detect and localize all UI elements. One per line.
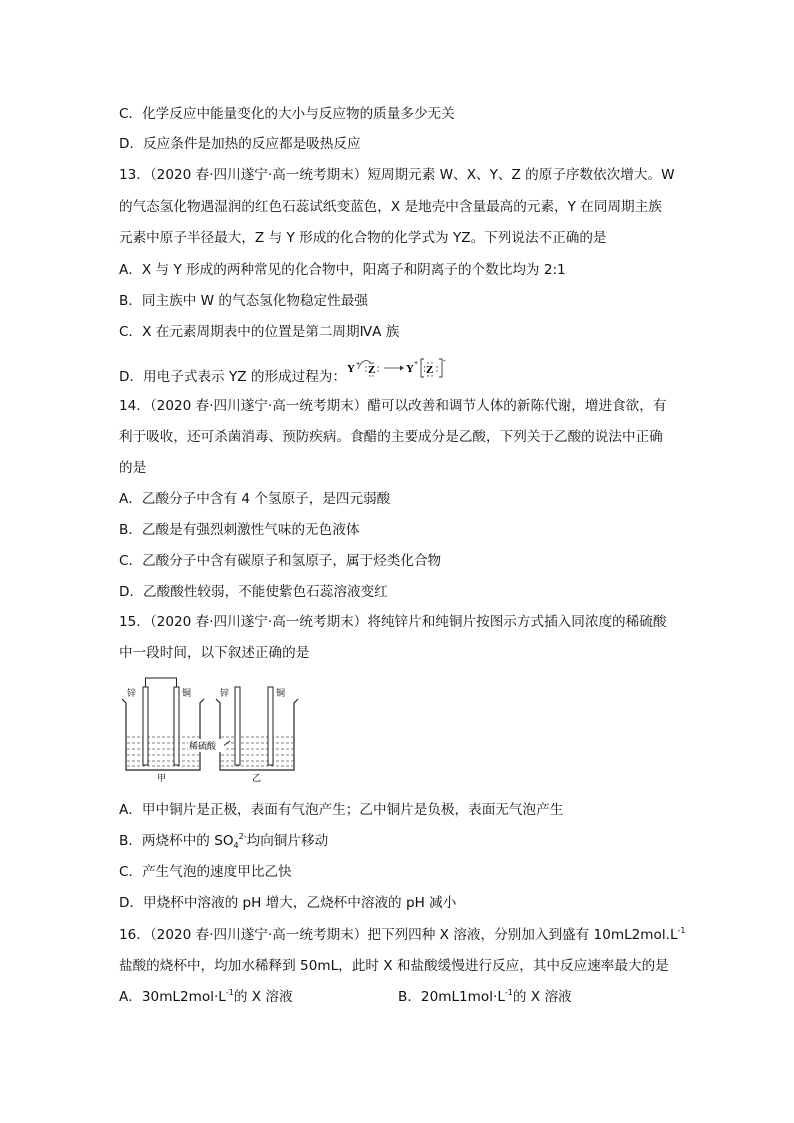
q15-option-c: C．产生气泡的速度甲比乙快 [119, 864, 292, 880]
label-zn-jia: 锌 [127, 688, 137, 698]
beaker-yi-solution [221, 737, 293, 766]
q13-stem-3: 元素中原子半径最大，Z 与 Y 形成的化合物的化学式为 YZ。下列说法不正确的是 [119, 230, 607, 246]
q13-stem-1: 13．（2020 春·四川遂宁·高一统考期末）短周期元素 W、X、Y、Z 的原子序数依次增大。W [119, 167, 675, 183]
q16-stem-2: 盐酸的烧杯中，均加水稀释到 50mL，此时 X 和盐酸缓慢进行反应，其中反应速率最大的是 [119, 958, 669, 974]
ef-z2: Z [426, 364, 434, 376]
q16-option-a: A．$30mL2mol\cdot L^{-1}$的 X 溶液 [119, 988, 293, 1005]
q13-option-b: B．同主族中 W 的气态氢化物稳定性最强 [119, 293, 368, 309]
ef-bracket-right [439, 359, 442, 377]
q15b-post: 均向铜片移动 [246, 833, 329, 849]
ef-bracket-left [421, 359, 424, 377]
label-cu-yi: 铜 [276, 688, 286, 698]
q15-option-a: A．甲中铜片是正极，表面有气泡产生；乙中铜片是负极，表面无气泡产生 [119, 802, 564, 818]
beaker-yi [216, 699, 298, 770]
galvanic-cell-figure [116, 675, 316, 783]
q16-option-b: B．$20mL1mol\cdot L^{-1}$的 X 溶液 [398, 988, 572, 1005]
q16-options-row [119, 988, 679, 1006]
q14-stem-2: 利于吸收，还可杀菌消毒、预防疾病。食醋的主要成分是乙酸，下列关于乙酸的说法中正确 [119, 429, 663, 445]
ef-plus2: + [414, 360, 419, 367]
q14-option-b: B．乙酸是有强烈刺激性气味的无色液体 [119, 522, 360, 538]
q15b-sub: 4 [233, 841, 239, 850]
q13-option-d: D．用电子式表示 YZ 的形成过程为： [119, 369, 347, 385]
label-acid: 稀硫酸 [189, 741, 217, 751]
q14-option-d: D．乙酸酸性较弱，不能使紫色石蕊溶液变红 [119, 584, 388, 600]
label-cu-jia: 铜 [182, 688, 192, 698]
q15b-pre: B．两烧杯中的 SO [119, 833, 234, 849]
ef-arrow-head [400, 366, 404, 371]
ef-plus: + [356, 361, 361, 368]
ef-y1: Y [347, 363, 355, 375]
q15-stem-1: 15．（2020 春·四川遂宁·高一统考期末）将纯锌片和纯铜片按图示方式插入同浓度的稀硫酸 [119, 614, 667, 630]
q14-option-c: C．乙酸分子中含有碳原子和氢原子，属于烃类化合物 [119, 553, 442, 569]
q13-option-c: C．X 在元素周期表中的位置是第二周期ⅣA 族 [119, 324, 400, 340]
q13-option-a: A．X 与 Y 形成的两种常见的化合物中，阳离子和阴离子的个数比均为 2:1 [119, 262, 566, 278]
electrode-cu-jia [174, 687, 179, 765]
q14-stem-1: 14．（2020 春·四川遂宁·高一统考期末）醋可以改善和调节人体的新陈代谢，增进食欲，有 [119, 398, 667, 414]
q14-stem-3: 的是 [119, 460, 147, 476]
q12-option-c: C．化学反应中能量变化的大小与反应物的质量多少无关 [119, 106, 455, 122]
electrode-zn-yi [235, 687, 240, 765]
electron-formula-image [346, 355, 454, 381]
label-zn-yi: 锌 [220, 688, 230, 698]
q13-stem-2: 的气态氢化物遇湿润的红色石蕊试纸变蓝色，X 是地壳中含量最高的元素，Y 在同周期主族 [119, 199, 662, 215]
label-jia: 甲 [157, 773, 167, 783]
q15-stem-2: 中一段时间，以下叙述正确的是 [119, 645, 310, 661]
electrode-zn-jia [143, 687, 148, 765]
q12-option-d: D．反应条件是加热的反应都是吸热反应 [119, 136, 361, 152]
q16-stem-1-text: 16．（2020 春·四川遂宁·高一统考期末）把下列四种 X 溶液，分别加入到盛有 10mL2mol.L [119, 927, 678, 943]
q14-option-a: A．乙酸分子中含有 4 个氢原子，是四元弱酸 [119, 491, 391, 507]
electrode-cu-yi [268, 687, 273, 765]
q15b-sup: 2- [238, 832, 247, 841]
q15-option-d: D．甲烧杯中溶液的 pH 增大，乙烧杯中溶液的 pH 减小 [119, 895, 457, 911]
label-yi: 乙 [252, 773, 262, 783]
q16-stem-1 [119, 926, 686, 944]
ef-minus: - [443, 356, 446, 365]
ef-y2: Y [406, 363, 414, 375]
ef-z1: Z [368, 364, 376, 376]
wire-jia [146, 678, 177, 687]
beaker-jia [122, 699, 204, 770]
q16-stem-1-sup: -1 [677, 926, 686, 935]
q15-option-b [119, 832, 328, 850]
